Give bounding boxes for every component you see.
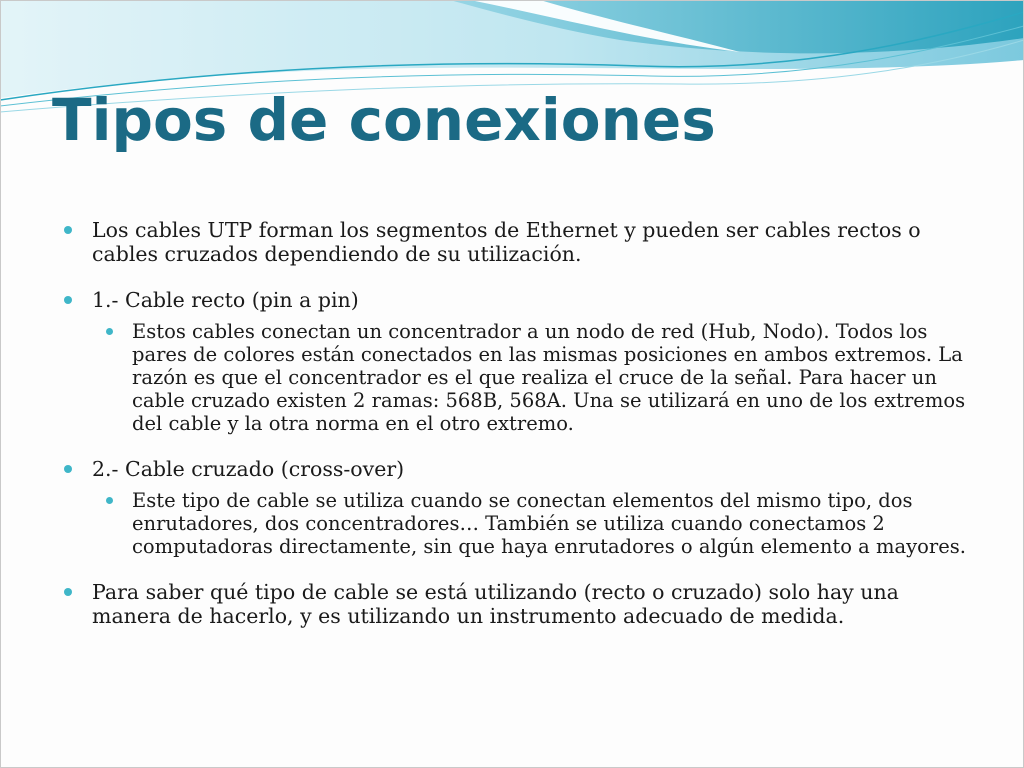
bullet-text: 2.- Cable cruzado (cross-over)	[92, 457, 405, 481]
bullet-text: Los cables UTP forman los segmentos de Ethernet y pueden ser cables rectos o cables cruzados dependiendo de su utilización.	[92, 218, 921, 266]
bullet-text: Estos cables conectan un concentrador a un nodo de red (Hub, Nodo). Todos los pares de colores están conectados en las mismas posiciones en ambos extremos. La razón es que el concentrador es el que realiza el cruce de la señal. Para hacer un cable cruzado existen 2 ramas: 568B, 568A. Una se utilizará en uno de los extremos del cable y la otra norma en el otro extremo.	[132, 320, 966, 435]
sub-bullet-item	[56, 489, 976, 558]
bullet-dot-icon	[106, 497, 113, 504]
bullet-item	[56, 218, 976, 266]
slide-title: Tipos de conexiones	[52, 86, 716, 154]
bullet-text: 1.- Cable recto (pin a pin)	[92, 288, 359, 312]
bullet-item	[56, 457, 976, 481]
bullet-item	[56, 288, 976, 312]
bullet-dot-icon	[64, 588, 72, 596]
bullet-dot-icon	[64, 226, 72, 234]
bullet-item	[56, 580, 976, 628]
bullet-list	[56, 218, 976, 628]
bullet-dot-icon	[64, 296, 72, 304]
bullet-dot-icon	[106, 328, 113, 335]
bullet-dot-icon	[64, 465, 72, 473]
bullet-text: Este tipo de cable se utiliza cuando se conectan elementos del mismo tipo, dos enrutadores, dos concentradores… También se utiliza cuando conectamos 2 computadoras directamente, sin que haya enrutadores o algún elemento a mayores.	[132, 489, 966, 558]
sub-bullet-item	[56, 320, 976, 435]
bullet-text: Para saber qué tipo de cable se está utilizando (recto o cruzado) solo hay una manera de hacerlo, y es utilizando un instrumento adecuado de medida.	[92, 580, 899, 628]
